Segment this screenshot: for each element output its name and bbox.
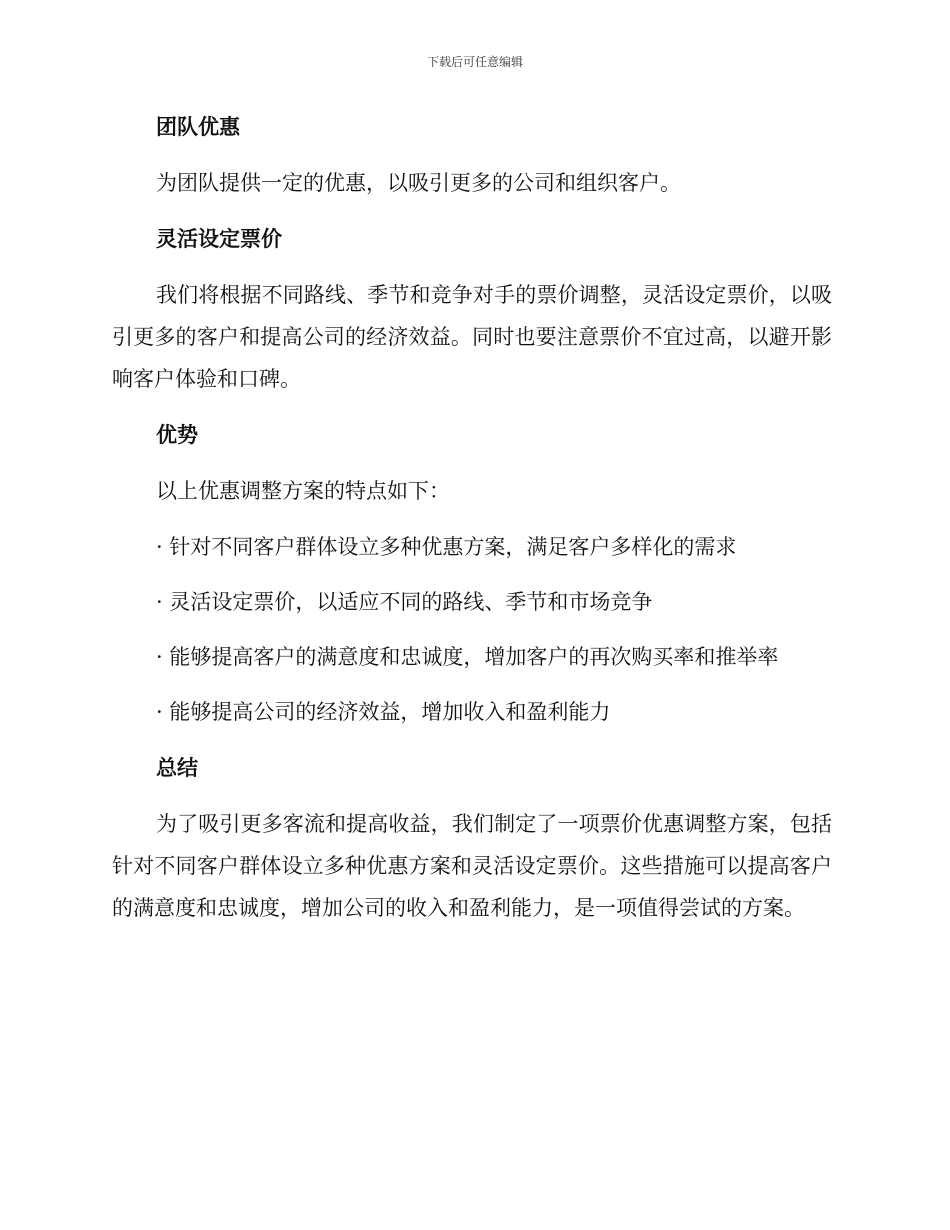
list-item: · 能够提高客户的满意度和忠诚度，增加客户的再次购买率和推举率 [156, 645, 779, 669]
page-header: 下载后可任意编辑 [426, 55, 523, 69]
section-paragraph-team-discount: 为团队提供一定的优惠，以吸引更多的公司和组织客户。 [156, 171, 681, 195]
list-item: · 能够提高公司的经济效益，增加收入和盈利能力 [156, 700, 611, 724]
list-item: · 灵活设定票价，以适应不同的路线、季节和市场竞争 [156, 590, 653, 614]
section-paragraph-summary: 为了吸引更多客流和提高收益，我们制定了一项票价优惠调整方案，包括针对不同客户群体设立多种优惠方案和灵活设定票价。这些措施可以提高客户的满意度和忠诚度，增加公司的收入和盈利能力，是一项值得尝试的方案。 [112, 812, 832, 920]
section-heading-flexible-pricing: 灵活设定票价 [156, 227, 282, 251]
section-paragraph-flexible-pricing: 我们将根据不同路线、季节和竞争对手的票价调整，灵活设定票价，以吸引更多的客户和提高公司的经济效益。同时也要注意票价不宜过高，以避开影响客户体验和口碑。 [112, 283, 832, 391]
section-heading-team-discount: 团队优惠 [156, 115, 240, 139]
section-heading-summary: 总结 [156, 756, 198, 780]
section-heading-advantages: 优势 [156, 423, 198, 447]
document-body [112, 108, 832, 929]
section-paragraph-advantages: 以上优惠调整方案的特点如下： [156, 479, 450, 503]
list-item: · 针对不同客户群体设立多种优惠方案，满足客户多样化的需求 [156, 535, 737, 559]
